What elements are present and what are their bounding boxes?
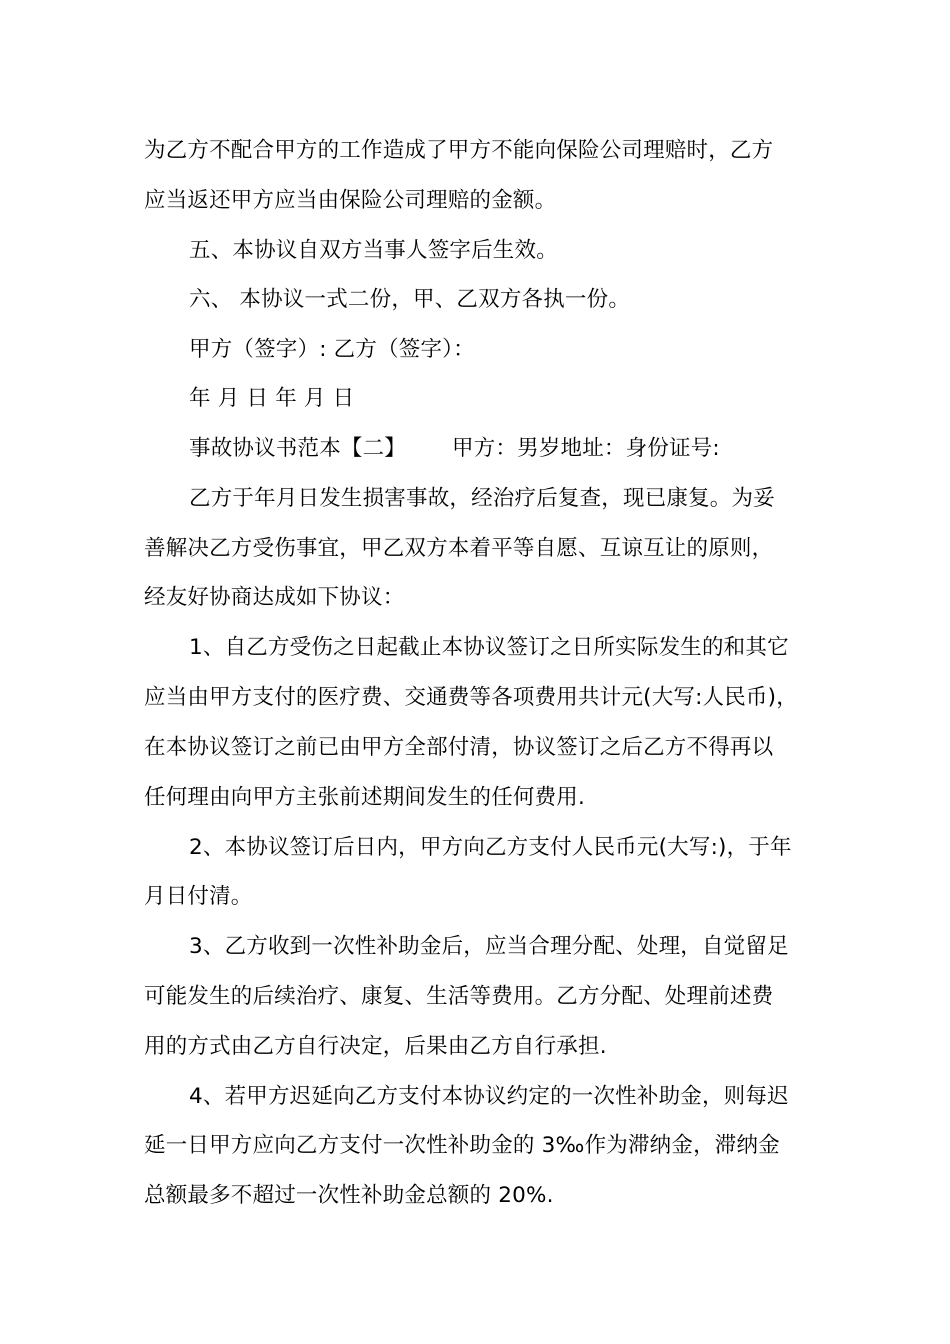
- section-title: 事故协议书范本【二】: [189, 436, 407, 461]
- paragraph-line: 应当返还甲方应当由保险公司理赔的金额。: [144, 188, 557, 213]
- paragraph-line: 可能发生的后续治疗、康复、生活等费用。乙方分配、处理前述费: [144, 984, 774, 1009]
- paragraph-line: 乙方于年月日发生损害事故，经治疗后复查，现已康复。为妥: [189, 486, 775, 511]
- item-4: 4、若甲方迟延向乙方支付本协议约定的一次性补助金，则每迟: [189, 1084, 789, 1109]
- paragraph-line: 应当由甲方支付的医疗费、交通费等各项费用共计元(大写:人民币)，: [144, 685, 798, 710]
- paragraph-line: 任何理由向甲方主张前述期间发生的任何费用.: [144, 785, 586, 810]
- section-heading: [189, 434, 720, 464]
- clause-5: 五、本协议自双方当事人签字后生效。: [189, 238, 558, 263]
- paragraph-line: 善解决乙方受伤事宜，甲乙双方本着平等自愿、互谅互让的原则，: [144, 536, 774, 561]
- item-2: 2、本协议签订后日内，甲方向乙方支付人民币元(大写:)，于年: [189, 835, 792, 860]
- clause-6: 六、 本协议一式二份，甲、乙双方各执一份。: [189, 287, 631, 312]
- party-a-info: 甲方：男岁地址：身份证号:: [452, 436, 720, 461]
- signature-line: 甲方（签字）: 乙方（签字）：: [189, 337, 475, 362]
- paragraph-line: 在本协议签订之前已由甲方全部付清，协议签订之后乙方不得再以: [144, 735, 774, 760]
- paragraph-line: 经友好协商达成如下协议：: [144, 585, 405, 610]
- item-1: 1、自乙方受伤之日起截止本协议签订之日所实际发生的和其它: [189, 635, 789, 660]
- date-line: 年 月 日 年 月 日: [189, 386, 355, 411]
- paragraph-line: 总额最多不超过一次性补助金总额的 20%.: [144, 1183, 554, 1208]
- paragraph-line: 用的方式由乙方自行决定，后果由乙方自行承担.: [144, 1034, 607, 1059]
- paragraph-line: 月日付清。: [144, 884, 253, 909]
- paragraph-line: 为乙方不配合甲方的工作造成了甲方不能向保险公司理赔时，乙方: [144, 138, 774, 163]
- item-3: 3、乙方收到一次性补助金后，应当合理分配、处理，自觉留足: [189, 934, 789, 959]
- paragraph-line: 延一日甲方应向乙方支付一次性补助金的 3‰作为滞纳金，滞纳金: [144, 1133, 780, 1158]
